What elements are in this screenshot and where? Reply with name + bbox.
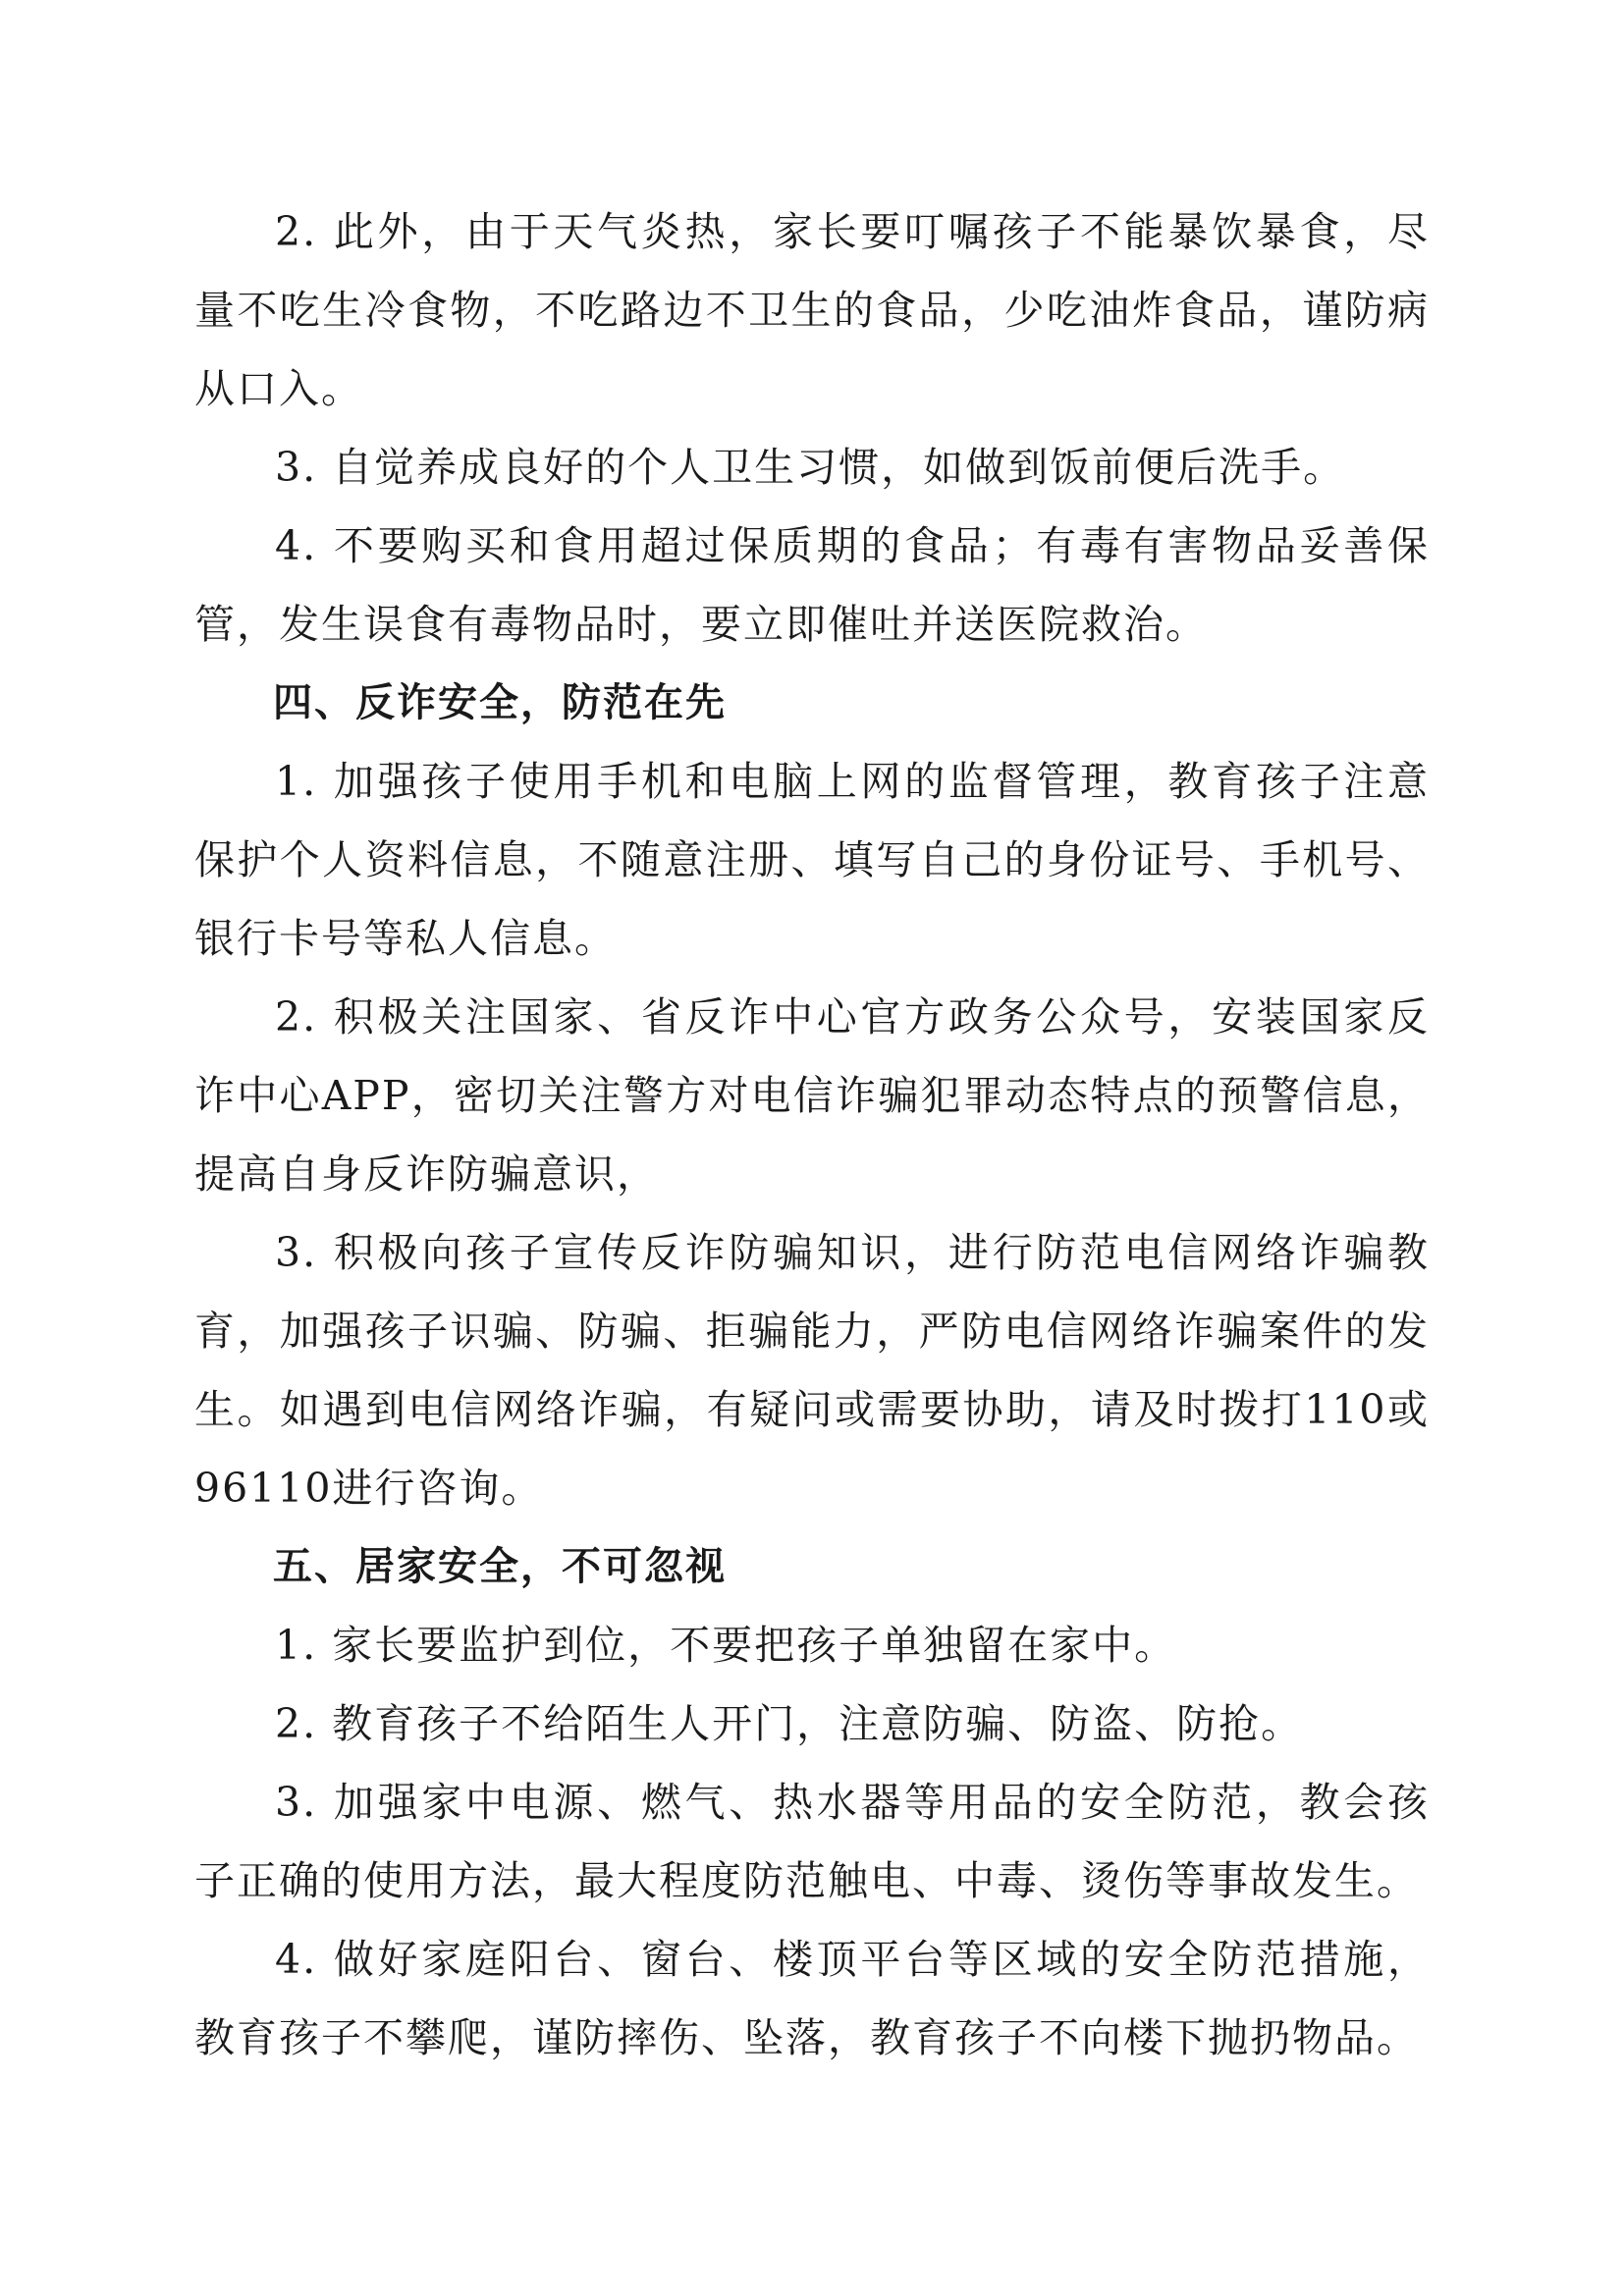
paragraph-food-2: 2. 此外，由于天气炎热，家长要叮嘱孩子不能暴饮暴食，尽量不吃生冷食物，不吃路边不卫生的食品，少吃油炸食品，谨防病从口入。 <box>194 208 1430 412</box>
paragraph-food-3: 3. 自觉养成良好的个人卫生习惯，如做到饭前便后洗手。 <box>275 444 1346 491</box>
document-page <box>194 192 1430 2077</box>
paragraph-fraud-3: 3. 积极向孩子宣传反诈防骗知识，进行防范电信网络诈骗教育，加强孩子识骗、防骗、拒骗能力，严防电信网络诈骗案件的发生。如遇到电信网络诈骗，有疑问或需要协助，请及时拨打110或96110进行咨询。 <box>194 1229 1430 1512</box>
section-heading-home-safety: 五、居家安全，不可忽视 <box>273 1544 727 1589</box>
section-food-safety <box>194 192 1430 664</box>
section-anti-fraud <box>194 664 1430 1527</box>
section-home-safety <box>194 1527 1430 2077</box>
paragraph-fraud-1: 1. 加强孩子使用手机和电脑上网的监督管理，教育孩子注意保护个人资料信息，不随意注册、填写自己的身份证号、手机号、银行卡号等私人信息。 <box>194 758 1430 962</box>
section-heading-anti-fraud: 四、反诈安全，防范在先 <box>273 680 727 725</box>
paragraph-home-4: 4. 做好家庭阳台、窗台、楼顶平台等区域的安全防范措施，教育孩子不攀爬，谨防摔伤、坠落，教育孩子不向楼下抛扔物品。 <box>194 1936 1430 2061</box>
paragraph-food-4: 4. 不要购买和食用超过保质期的食品；有毒有害物品妥善保管，发生误食有毒物品时，要立即催吐并送医院救治。 <box>194 522 1430 648</box>
paragraph-fraud-2: 2. 积极关注国家、省反诈中心官方政务公众号，安装国家反诈中心APP，密切关注警方对电信诈骗犯罪动态特点的预警信息，提高自身反诈防骗意识， <box>194 993 1430 1198</box>
paragraph-home-1: 1. 家长要监护到位，不要把孩子单独留在家中。 <box>275 1622 1177 1669</box>
paragraph-home-3: 3. 加强家中电源、燃气、热水器等用品的安全防范，教会孩子正确的使用方法，最大程度防范触电、中毒、烫伤等事故发生。 <box>194 1779 1430 1904</box>
paragraph-home-2: 2. 教育孩子不给陌生人开门，注意防骗、防盗、防抢。 <box>275 1700 1304 1747</box>
